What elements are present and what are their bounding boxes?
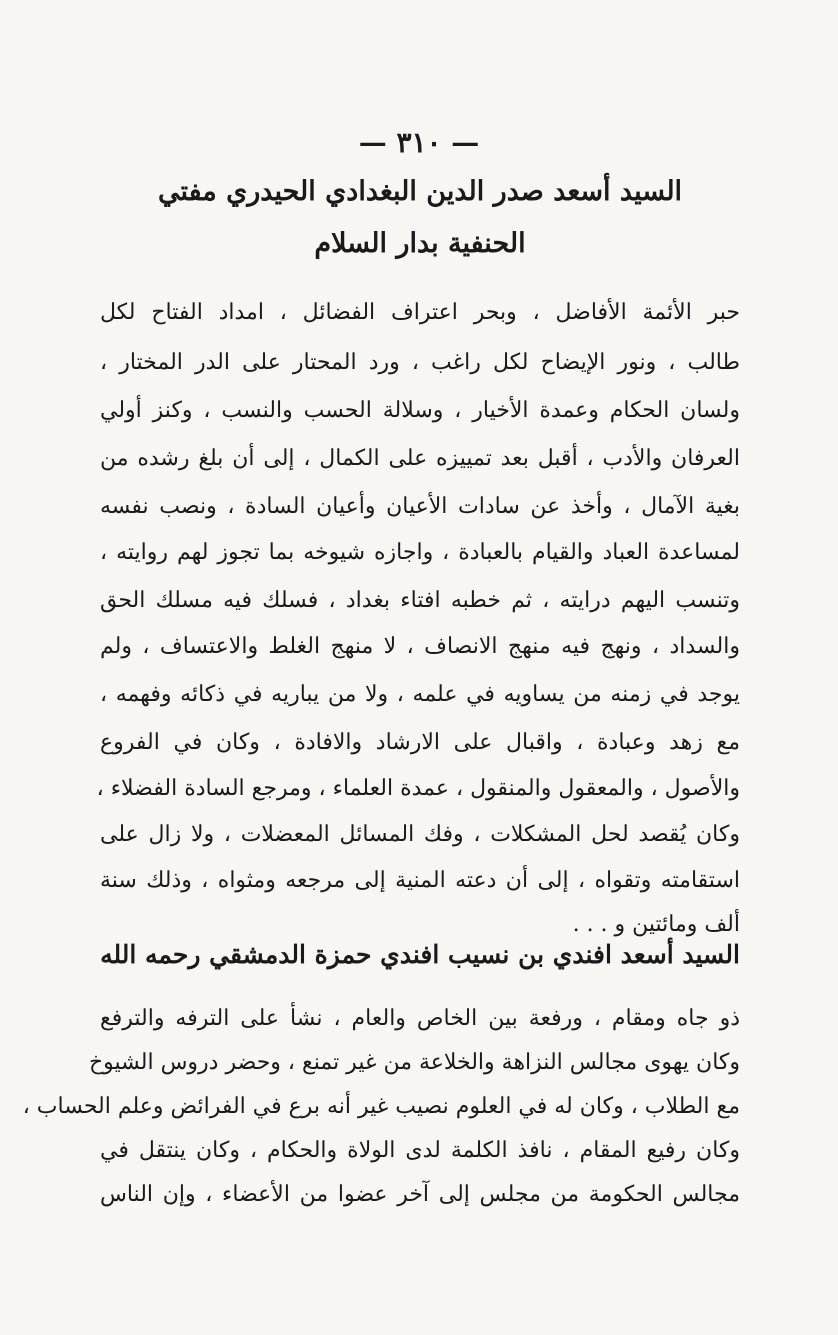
section2-line: وكان رفيع المقام ، نافذ الكلمة لدى الولاة والحكام ، وكان ينتقل في bbox=[100, 1138, 740, 1163]
page-number: — ٣١٠ — bbox=[358, 126, 480, 159]
section2-title: السيد أسعد افندي بن نسيب افندي حمزة الدمشقي رحمه الله bbox=[100, 940, 740, 969]
section2-line: مع الطلاب ، وكان له في العلوم نصيب غير أنه برع في الفرائض وعلم الحساب ، bbox=[22, 1094, 740, 1119]
section1-title-line-1: السيد أسعد صدر الدين البغدادي الحيدري مفتي bbox=[157, 176, 683, 207]
section1-line: وتنسب اليهم درايته ، ثم خطبه افتاء بغداد ، فسلك فيه مسلك الحق bbox=[100, 588, 740, 613]
section2-line: مجالس الحكومة من مجلس إلى آخر عضوا من الأعضاء ، وإن الناس bbox=[100, 1182, 740, 1207]
section1-line: وكان يُقصد لحل المشكلات ، وفك المسائل المعضلات ، ولا زال على bbox=[100, 822, 740, 847]
section1-line: مع زهد وعبادة ، واقبال على الارشاد والافادة ، وكان في الفروع bbox=[100, 730, 740, 755]
section1-line: العرفان والأدب ، أقبل بعد تمييزه على الكمال ، إلى أن بلغ رشده من bbox=[100, 446, 740, 471]
section2-line: ذو جاه ومقام ، ورفعة بين الخاص والعام ، نشأ على الترفه والترفع bbox=[100, 1006, 740, 1031]
section1-line: طالب ، ونور الإيضاح لكل راغب ، ورد المحتار على الدر المختار ، bbox=[100, 350, 740, 375]
section1-line: والسداد ، ونهج فيه منهج الانصاف ، لا منهج الغلط والاعتساف ، ولم bbox=[100, 634, 740, 659]
section1-title-line-2: الحنفية بدار السلام bbox=[314, 228, 526, 259]
section1-line: والأصول ، والمعقول والمنقول ، عمدة العلماء ، ومرجع السادة الفضلاء ، bbox=[96, 776, 740, 801]
section1-line: يوجد في زمنه من يساويه في علمه ، ولا من يباريه في ذكائه وفهمه ، bbox=[100, 682, 740, 707]
section1-line: حبر الأئمة الأفاضل ، وبحر اعتراف الفضائل ، امداد الفتاح لكل bbox=[100, 300, 740, 325]
section1-line: ألف ومائتين و . . . bbox=[572, 912, 740, 937]
section2-line: وكان يهوى مجالس النزاهة والخلاعة من غير تمنع ، وحضر دروس الشيوخ bbox=[88, 1050, 740, 1075]
section1-line: استقامته وتقواه ، إلى أن دعته المنية إلى مرجعه ومثواه ، وذلك سنة bbox=[100, 868, 740, 893]
section1-line: لمساعدة العباد والقيام بالعبادة ، واجازه شيوخه بما تجوز لهم روايته ، bbox=[100, 540, 740, 565]
section1-line: ولسان الحكام وعمدة الأخيار ، وسلالة الحسب والنسب ، وكنز أولي bbox=[100, 398, 740, 423]
section1-line: بغية الآمال ، وأخذ عن سادات الأعيان وأعيان السادة ، ونصب نفسه bbox=[100, 494, 740, 519]
